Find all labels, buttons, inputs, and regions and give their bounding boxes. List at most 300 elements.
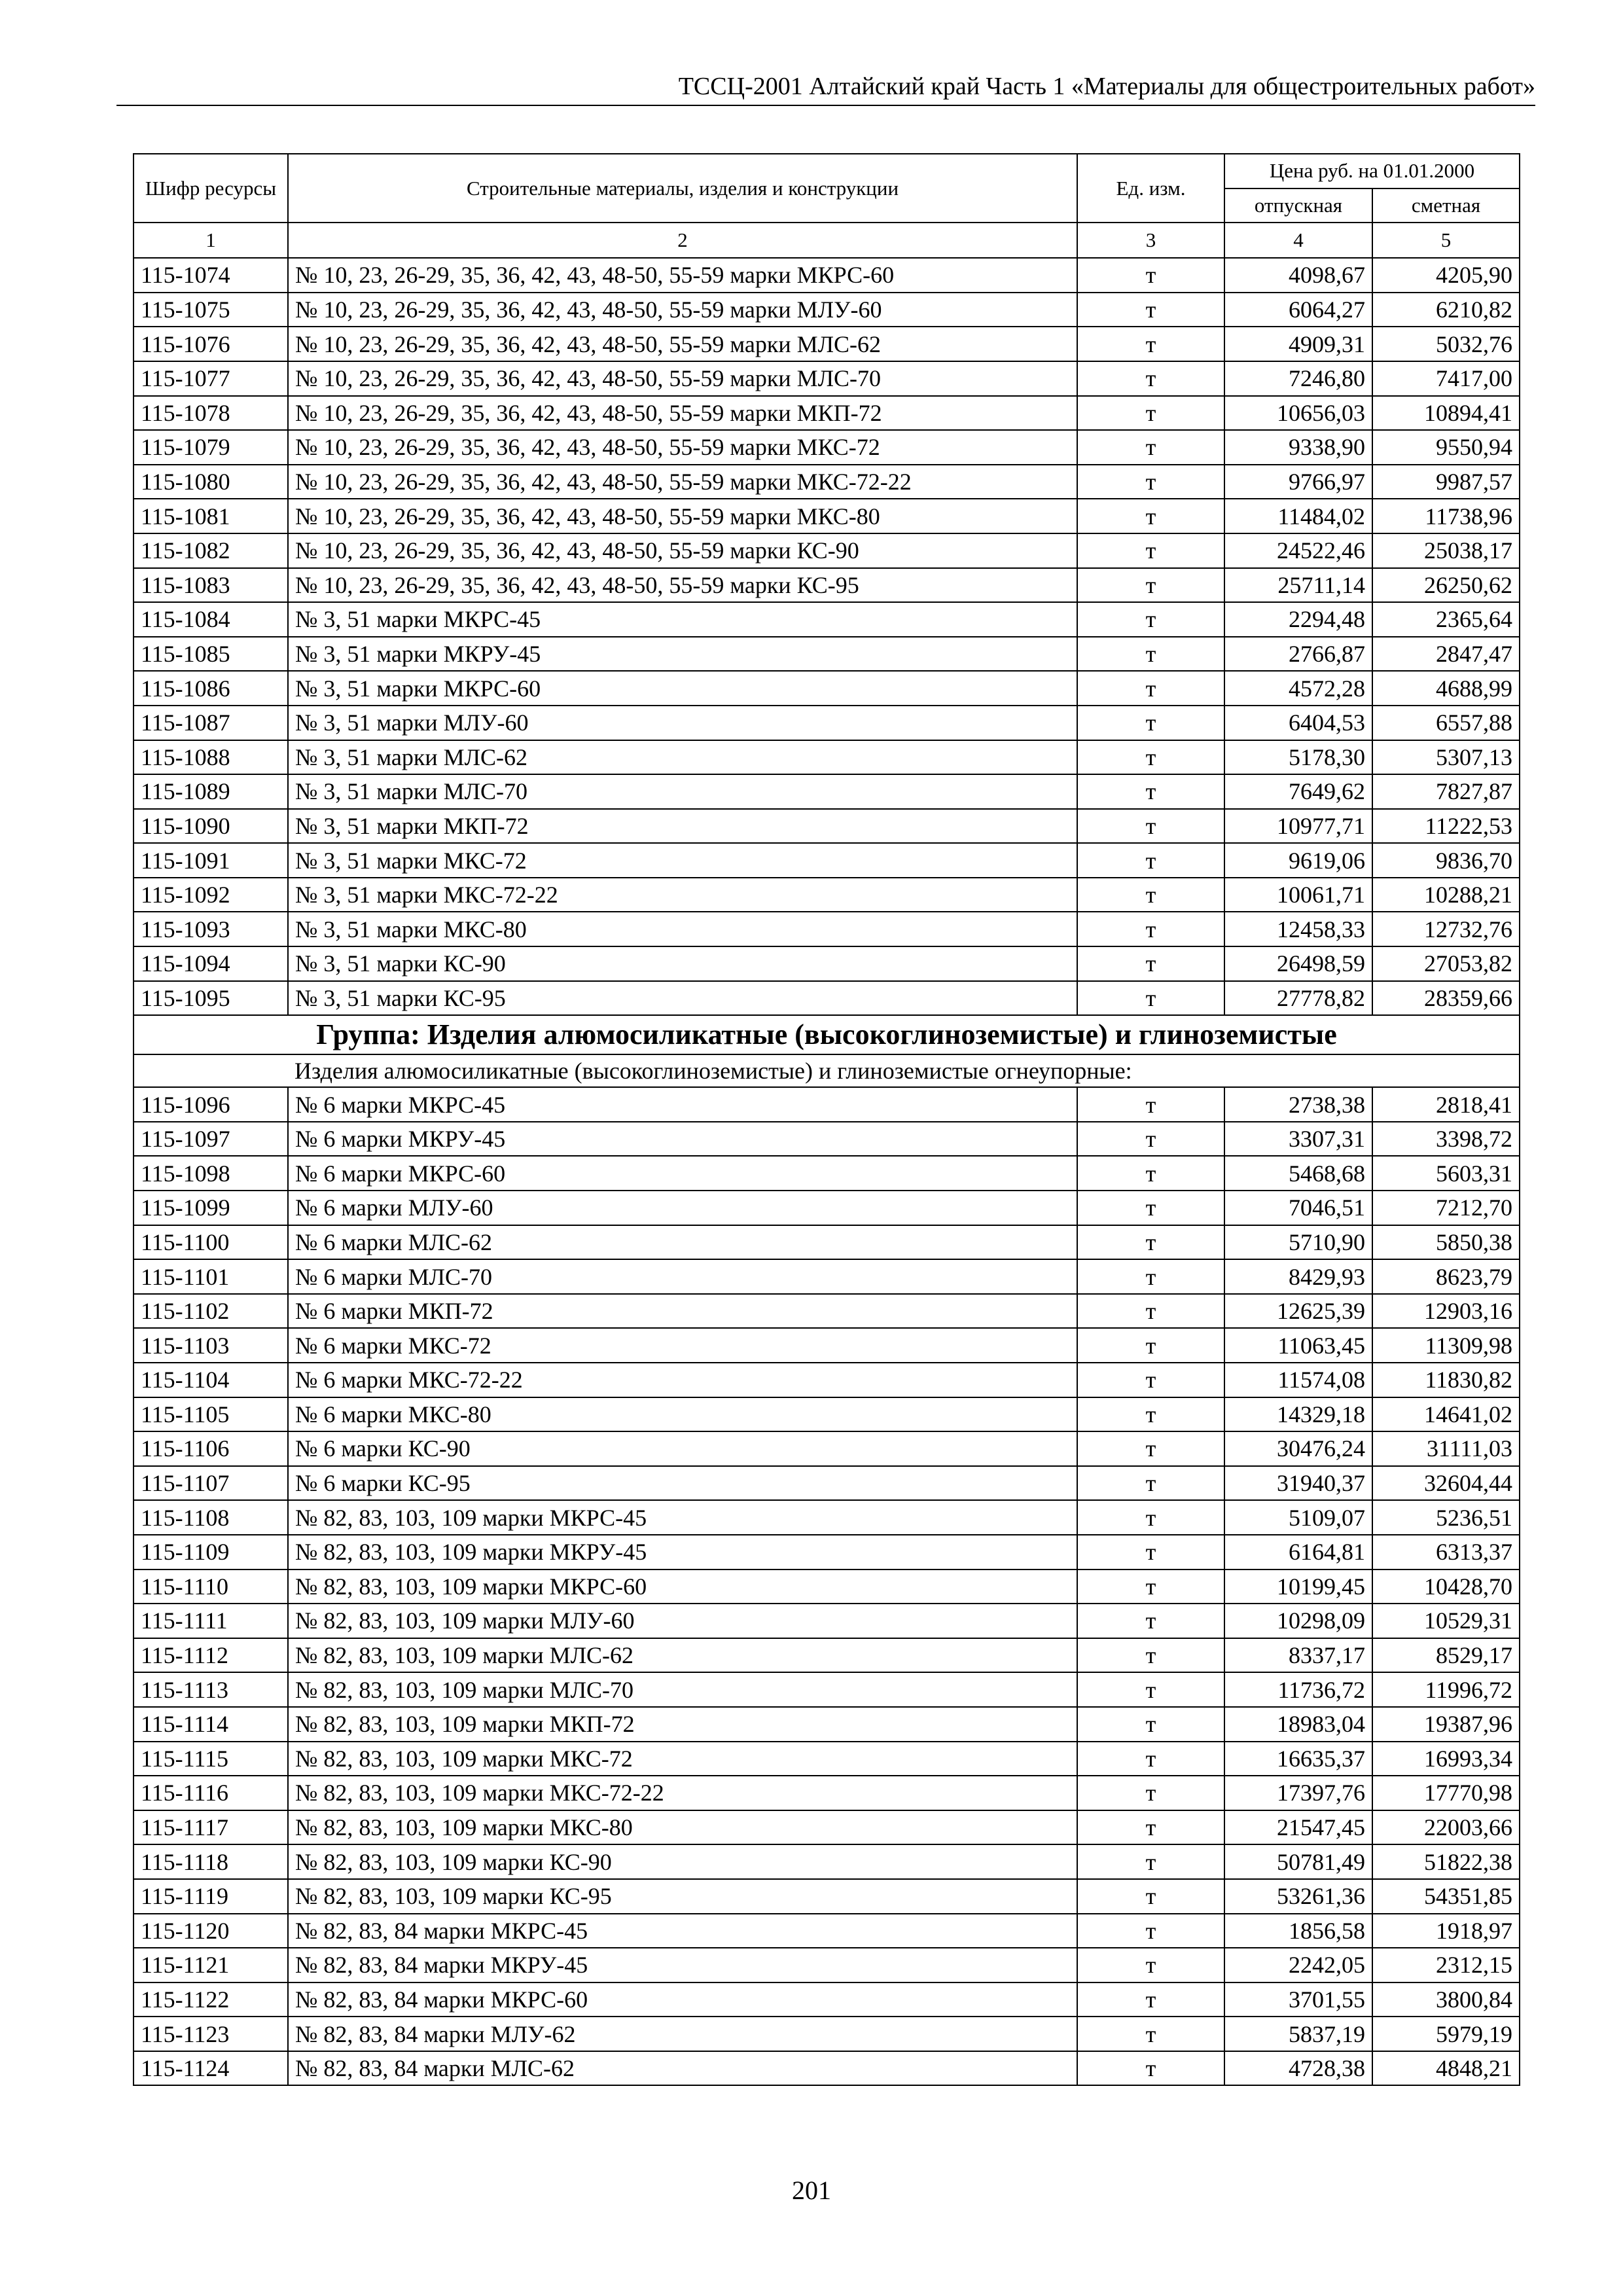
header-price-estimate: сметная (1372, 188, 1520, 223)
price-release: 1856,58 (1224, 1914, 1372, 1948)
subgroup-row (134, 1054, 1520, 1087)
price-release: 7246,80 (1224, 361, 1372, 396)
material-name: № 10, 23, 26-29, 35, 36, 42, 43, 48-50, 55-59 марки МКС-72 (288, 430, 1077, 465)
material-name: № 82, 83, 84 марки МКРС-45 (288, 1914, 1077, 1948)
resource-code: 115-1101 (134, 1259, 288, 1294)
price-estimate: 26250,62 (1372, 568, 1520, 603)
subgroup-title: Изделия алюмосиликатные (высокоглиноземистые) и глиноземистые огнеупорные: (134, 1054, 1520, 1087)
resource-code: 115-1113 (134, 1672, 288, 1707)
resource-code: 115-1074 (134, 258, 288, 293)
resource-code: 115-1090 (134, 809, 288, 844)
table-row (134, 981, 1520, 1016)
material-name: № 10, 23, 26-29, 35, 36, 42, 43, 48-50, 55-59 марки МКС-72-22 (288, 465, 1077, 499)
price-estimate: 25038,17 (1372, 533, 1520, 568)
resource-code: 115-1120 (134, 1914, 288, 1948)
header-code: Шифр ресурсы (134, 154, 288, 223)
unit-of-measure: т (1077, 1879, 1224, 1914)
material-name: № 82, 83, 103, 109 марки КС-95 (288, 1879, 1077, 1914)
material-name: № 6 марки МКС-80 (288, 1397, 1077, 1432)
price-estimate: 6210,82 (1372, 293, 1520, 327)
unit-of-measure: т (1077, 327, 1224, 361)
material-name: № 3, 51 марки МКС-72-22 (288, 878, 1077, 912)
resource-code: 115-1095 (134, 981, 288, 1016)
table-row (134, 1776, 1520, 1810)
price-release: 4728,38 (1224, 2051, 1372, 2086)
price-estimate: 5979,19 (1372, 2017, 1520, 2051)
unit-of-measure: т (1077, 430, 1224, 465)
resource-code: 115-1075 (134, 293, 288, 327)
price-release: 18983,04 (1224, 1707, 1372, 1742)
group-row (134, 1015, 1520, 1054)
table-row (134, 361, 1520, 396)
material-name: № 3, 51 марки КС-90 (288, 946, 1077, 981)
material-name: № 82, 83, 84 марки МЛУ-62 (288, 2017, 1077, 2051)
price-release: 11484,02 (1224, 499, 1372, 533)
unit-of-measure: т (1077, 361, 1224, 396)
unit-of-measure: т (1077, 946, 1224, 981)
resource-code: 115-1097 (134, 1122, 288, 1157)
material-name: № 3, 51 марки МКРУ-45 (288, 637, 1077, 672)
unit-of-measure: т (1077, 1570, 1224, 1604)
price-estimate: 54351,85 (1372, 1879, 1520, 1914)
price-release: 2738,38 (1224, 1087, 1372, 1122)
unit-of-measure: т (1077, 258, 1224, 293)
resource-code: 115-1078 (134, 396, 288, 431)
table-row (134, 1500, 1520, 1535)
price-estimate: 4205,90 (1372, 258, 1520, 293)
resource-code: 115-1102 (134, 1294, 288, 1329)
price-estimate: 11738,96 (1372, 499, 1520, 533)
unit-of-measure: т (1077, 1363, 1224, 1397)
material-name: № 6 марки МЛС-70 (288, 1259, 1077, 1294)
price-estimate: 8529,17 (1372, 1638, 1520, 1673)
page-number: 201 (792, 2176, 831, 2205)
material-name: № 82, 83, 103, 109 марки МКС-80 (288, 1810, 1077, 1845)
table-row (134, 1466, 1520, 1501)
material-name: № 82, 83, 103, 109 марки МКРУ-45 (288, 1535, 1077, 1570)
table-row (134, 1914, 1520, 1948)
table-row (134, 1225, 1520, 1260)
resource-code: 115-1121 (134, 1948, 288, 1982)
table-row (134, 1810, 1520, 1845)
resource-code: 115-1085 (134, 637, 288, 672)
unit-of-measure: т (1077, 602, 1224, 637)
table-row (134, 671, 1520, 706)
price-estimate: 16993,34 (1372, 1742, 1520, 1776)
resource-code: 115-1091 (134, 843, 288, 878)
price-release: 8337,17 (1224, 1638, 1372, 1673)
resource-code: 115-1076 (134, 327, 288, 361)
table-row (134, 465, 1520, 499)
price-estimate: 10894,41 (1372, 396, 1520, 431)
material-name: № 10, 23, 26-29, 35, 36, 42, 43, 48-50, 55-59 марки МЛС-62 (288, 327, 1077, 361)
price-release: 53261,36 (1224, 1879, 1372, 1914)
unit-of-measure: т (1077, 1191, 1224, 1225)
price-estimate: 6313,37 (1372, 1535, 1520, 1570)
price-estimate: 3398,72 (1372, 1122, 1520, 1157)
unit-of-measure: т (1077, 1397, 1224, 1432)
unit-of-measure: т (1077, 499, 1224, 533)
material-name: № 10, 23, 26-29, 35, 36, 42, 43, 48-50, 55-59 марки МКП-72 (288, 396, 1077, 431)
price-estimate: 4848,21 (1372, 2051, 1520, 2086)
resource-code: 115-1123 (134, 2017, 288, 2051)
price-estimate: 5032,76 (1372, 327, 1520, 361)
table-row (134, 2051, 1520, 2086)
price-release: 10199,45 (1224, 1570, 1372, 1604)
material-name: № 82, 83, 103, 109 марки МКП-72 (288, 1707, 1077, 1742)
unit-of-measure: т (1077, 706, 1224, 740)
table-row (134, 1431, 1520, 1466)
material-name: № 82, 83, 103, 109 марки МЛС-70 (288, 1672, 1077, 1707)
price-release: 11736,72 (1224, 1672, 1372, 1707)
unit-of-measure: т (1077, 396, 1224, 431)
unit-of-measure: т (1077, 671, 1224, 706)
unit-of-measure: т (1077, 878, 1224, 912)
unit-of-measure: т (1077, 1914, 1224, 1948)
material-name: № 6 марки МКС-72 (288, 1328, 1077, 1363)
table-row (134, 1879, 1520, 1914)
table-body-group (134, 1087, 1520, 2085)
price-release: 8429,93 (1224, 1259, 1372, 1294)
price-release: 7649,62 (1224, 774, 1372, 809)
resource-code: 115-1107 (134, 1466, 288, 1501)
price-release: 9338,90 (1224, 430, 1372, 465)
unit-of-measure: т (1077, 1500, 1224, 1535)
resource-code: 115-1119 (134, 1879, 288, 1914)
price-estimate: 3800,84 (1372, 1982, 1520, 2017)
resource-code: 115-1106 (134, 1431, 288, 1466)
material-name: № 3, 51 марки МЛС-62 (288, 740, 1077, 775)
price-release: 21547,45 (1224, 1810, 1372, 1845)
table-row (134, 912, 1520, 946)
price-release: 31940,37 (1224, 1466, 1372, 1501)
running-header: ТССЦ-2001 Алтайский край Часть 1 «Материалы для общестроительных работ» (678, 73, 1535, 100)
resource-code: 115-1087 (134, 706, 288, 740)
unit-of-measure: т (1077, 293, 1224, 327)
price-estimate: 31111,03 (1372, 1431, 1520, 1466)
header-name: Строительные материалы, изделия и конструкции (288, 154, 1077, 223)
resource-code: 115-1105 (134, 1397, 288, 1432)
material-name: № 3, 51 марки МКС-80 (288, 912, 1077, 946)
price-release: 26498,59 (1224, 946, 1372, 981)
price-release: 3307,31 (1224, 1122, 1372, 1157)
unit-of-measure: т (1077, 1328, 1224, 1363)
price-estimate: 11996,72 (1372, 1672, 1520, 1707)
resource-code: 115-1089 (134, 774, 288, 809)
price-release: 11574,08 (1224, 1363, 1372, 1397)
price-estimate: 11222,53 (1372, 809, 1520, 844)
price-release: 30476,24 (1224, 1431, 1372, 1466)
price-release: 5468,68 (1224, 1156, 1372, 1191)
price-estimate: 51822,38 (1372, 1844, 1520, 1879)
table-row (134, 568, 1520, 603)
price-estimate: 8623,79 (1372, 1259, 1520, 1294)
group-title: Группа: Изделия алюмосиликатные (высокоглиноземистые) и глиноземистые (134, 1015, 1520, 1054)
unit-of-measure: т (1077, 1259, 1224, 1294)
table-row (134, 878, 1520, 912)
price-estimate: 10529,31 (1372, 1604, 1520, 1638)
material-name: № 3, 51 марки МКС-72 (288, 843, 1077, 878)
table-row (134, 1087, 1520, 1122)
resource-code: 115-1110 (134, 1570, 288, 1604)
material-name: № 6 марки МЛУ-60 (288, 1191, 1077, 1225)
price-release: 50781,49 (1224, 1844, 1372, 1879)
unit-of-measure: т (1077, 1638, 1224, 1673)
resource-code: 115-1082 (134, 533, 288, 568)
price-estimate: 19387,96 (1372, 1707, 1520, 1742)
table-row (134, 1191, 1520, 1225)
table-row (134, 602, 1520, 637)
price-release: 10061,71 (1224, 878, 1372, 912)
price-estimate: 17770,98 (1372, 1776, 1520, 1810)
price-release: 16635,37 (1224, 1742, 1372, 1776)
material-name: № 82, 83, 103, 109 марки МКРС-45 (288, 1500, 1077, 1535)
table-row (134, 706, 1520, 740)
price-release: 9766,97 (1224, 465, 1372, 499)
table-row (134, 740, 1520, 775)
resource-code: 115-1080 (134, 465, 288, 499)
unit-of-measure: т (1077, 1156, 1224, 1191)
unit-of-measure: т (1077, 1672, 1224, 1707)
material-name: № 82, 83, 103, 109 марки МКС-72-22 (288, 1776, 1077, 1810)
material-name: № 82, 83, 103, 109 марки МКРС-60 (288, 1570, 1077, 1604)
resource-code: 115-1124 (134, 2051, 288, 2086)
table-row (134, 1982, 1520, 2017)
table-row (134, 1122, 1520, 1157)
price-estimate: 11830,82 (1372, 1363, 1520, 1397)
price-release: 5710,90 (1224, 1225, 1372, 1260)
price-release: 5109,07 (1224, 1500, 1372, 1535)
table-row (134, 1948, 1520, 1982)
price-estimate: 9836,70 (1372, 843, 1520, 878)
price-estimate: 7417,00 (1372, 361, 1520, 396)
unit-of-measure: т (1077, 637, 1224, 672)
table-row (134, 1397, 1520, 1432)
material-name: № 6 марки МКП-72 (288, 1294, 1077, 1329)
resource-code: 115-1111 (134, 1604, 288, 1638)
table-body (134, 223, 1520, 1015)
price-estimate: 6557,88 (1372, 706, 1520, 740)
table-row (134, 1259, 1520, 1294)
material-name: № 82, 83, 84 марки МКРС-60 (288, 1982, 1077, 2017)
price-estimate: 2312,15 (1372, 1948, 1520, 1982)
price-estimate: 2847,47 (1372, 637, 1520, 672)
material-name: № 3, 51 марки МЛС-70 (288, 774, 1077, 809)
table-row (134, 1294, 1520, 1329)
price-estimate: 14641,02 (1372, 1397, 1520, 1432)
resource-code: 115-1114 (134, 1707, 288, 1742)
material-name: № 82, 83, 103, 109 марки МЛУ-60 (288, 1604, 1077, 1638)
unit-of-measure: т (1077, 1225, 1224, 1260)
unit-of-measure: т (1077, 533, 1224, 568)
unit-of-measure: т (1077, 2017, 1224, 2051)
table-row (134, 1328, 1520, 1363)
table-row (134, 1742, 1520, 1776)
price-estimate: 5236,51 (1372, 1500, 1520, 1535)
price-estimate: 10288,21 (1372, 878, 1520, 912)
material-name: № 82, 83, 84 марки МКРУ-45 (288, 1948, 1077, 1982)
material-name: № 82, 83, 103, 109 марки КС-90 (288, 1844, 1077, 1879)
unit-of-measure: т (1077, 1844, 1224, 1879)
table-row (134, 499, 1520, 533)
material-name: № 3, 51 марки МКП-72 (288, 809, 1077, 844)
unit-of-measure: т (1077, 1707, 1224, 1742)
material-name: № 3, 51 марки МЛУ-60 (288, 706, 1077, 740)
table-row (134, 637, 1520, 672)
table-row (134, 1707, 1520, 1742)
unit-of-measure: т (1077, 740, 1224, 775)
price-estimate: 12732,76 (1372, 912, 1520, 946)
table-row (134, 293, 1520, 327)
unit-of-measure: т (1077, 1948, 1224, 1982)
price-estimate: 2818,41 (1372, 1087, 1520, 1122)
table-row (134, 843, 1520, 878)
price-estimate: 7212,70 (1372, 1191, 1520, 1225)
header-unit: Ед. изм. (1077, 154, 1224, 223)
price-release: 4098,67 (1224, 258, 1372, 293)
price-estimate: 12903,16 (1372, 1294, 1520, 1329)
material-name: № 3, 51 марки МКРС-45 (288, 602, 1077, 637)
material-name: № 10, 23, 26-29, 35, 36, 42, 43, 48-50, 55-59 марки КС-95 (288, 568, 1077, 603)
column-number-row (134, 223, 1520, 258)
column-number: 4 (1224, 223, 1372, 258)
unit-of-measure: т (1077, 1535, 1224, 1570)
price-estimate: 9550,94 (1372, 430, 1520, 465)
resource-code: 115-1122 (134, 1982, 288, 2017)
price-release: 4909,31 (1224, 327, 1372, 361)
price-release: 10298,09 (1224, 1604, 1372, 1638)
table-row (134, 327, 1520, 361)
table-row (134, 533, 1520, 568)
material-name: № 10, 23, 26-29, 35, 36, 42, 43, 48-50, 55-59 марки КС-90 (288, 533, 1077, 568)
price-estimate: 2365,64 (1372, 602, 1520, 637)
unit-of-measure: т (1077, 774, 1224, 809)
table-row (134, 1535, 1520, 1570)
price-release: 11063,45 (1224, 1328, 1372, 1363)
resource-code: 115-1094 (134, 946, 288, 981)
unit-of-measure: т (1077, 1982, 1224, 2017)
price-estimate: 4688,99 (1372, 671, 1520, 706)
material-name: № 6 марки МЛС-62 (288, 1225, 1077, 1260)
material-name: № 10, 23, 26-29, 35, 36, 42, 43, 48-50, 55-59 марки МКС-80 (288, 499, 1077, 533)
resource-code: 115-1084 (134, 602, 288, 637)
table-row (134, 430, 1520, 465)
unit-of-measure: т (1077, 981, 1224, 1016)
table-row (134, 258, 1520, 293)
price-release: 7046,51 (1224, 1191, 1372, 1225)
header-price-group: Цена руб. на 01.01.2000 (1224, 154, 1520, 188)
resource-code: 115-1077 (134, 361, 288, 396)
price-estimate: 7827,87 (1372, 774, 1520, 809)
material-name: № 6 марки КС-90 (288, 1431, 1077, 1466)
price-release: 27778,82 (1224, 981, 1372, 1016)
resource-code: 115-1083 (134, 568, 288, 603)
price-release: 4572,28 (1224, 671, 1372, 706)
price-release: 6064,27 (1224, 293, 1372, 327)
table-row (134, 774, 1520, 809)
table-header (134, 154, 1520, 223)
price-estimate: 9987,57 (1372, 465, 1520, 499)
price-estimate: 11309,98 (1372, 1328, 1520, 1363)
price-release: 2294,48 (1224, 602, 1372, 637)
resource-code: 115-1116 (134, 1776, 288, 1810)
price-release: 2766,87 (1224, 637, 1372, 672)
unit-of-measure: т (1077, 1122, 1224, 1157)
price-release: 6404,53 (1224, 706, 1372, 740)
material-name: № 10, 23, 26-29, 35, 36, 42, 43, 48-50, 55-59 марки МЛУ-60 (288, 293, 1077, 327)
price-estimate: 28359,66 (1372, 981, 1520, 1016)
unit-of-measure: т (1077, 1431, 1224, 1466)
price-release: 14329,18 (1224, 1397, 1372, 1432)
price-estimate: 22003,66 (1372, 1810, 1520, 1845)
resource-code: 115-1079 (134, 430, 288, 465)
resource-code: 115-1100 (134, 1225, 288, 1260)
table-row (134, 1672, 1520, 1707)
price-release: 5837,19 (1224, 2017, 1372, 2051)
material-name: № 82, 83, 84 марки МЛС-62 (288, 2051, 1077, 2086)
unit-of-measure: т (1077, 809, 1224, 844)
material-name: № 3, 51 марки МКРС-60 (288, 671, 1077, 706)
unit-of-measure: т (1077, 1604, 1224, 1638)
resource-code: 115-1109 (134, 1535, 288, 1570)
unit-of-measure: т (1077, 1742, 1224, 1776)
table-row (134, 1570, 1520, 1604)
table-row (134, 809, 1520, 844)
price-release: 2242,05 (1224, 1948, 1372, 1982)
resource-code: 115-1108 (134, 1500, 288, 1535)
table-row (134, 1156, 1520, 1191)
unit-of-measure: т (1077, 843, 1224, 878)
table-row (134, 946, 1520, 981)
resource-code: 115-1117 (134, 1810, 288, 1845)
material-name: № 6 марки МКРС-45 (288, 1087, 1077, 1122)
table-row (134, 1363, 1520, 1397)
material-name: № 10, 23, 26-29, 35, 36, 42, 43, 48-50, 55-59 марки МКРС-60 (288, 258, 1077, 293)
price-estimate: 32604,44 (1372, 1466, 1520, 1501)
unit-of-measure: т (1077, 912, 1224, 946)
header-rule (116, 105, 1535, 106)
price-table (133, 153, 1520, 2086)
column-number: 5 (1372, 223, 1520, 258)
price-estimate: 5307,13 (1372, 740, 1520, 775)
material-name: № 6 марки МКРС-60 (288, 1156, 1077, 1191)
table-row (134, 396, 1520, 431)
unit-of-measure: т (1077, 1810, 1224, 1845)
header-price-release: отпускная (1224, 188, 1372, 223)
price-release: 3701,55 (1224, 1982, 1372, 2017)
group-heading (134, 1015, 1520, 1087)
price-release: 12458,33 (1224, 912, 1372, 946)
unit-of-measure: т (1077, 568, 1224, 603)
resource-code: 115-1092 (134, 878, 288, 912)
material-name: № 6 марки МКС-72-22 (288, 1363, 1077, 1397)
resource-code: 115-1118 (134, 1844, 288, 1879)
resource-code: 115-1103 (134, 1328, 288, 1363)
table-row (134, 1638, 1520, 1673)
unit-of-measure: т (1077, 465, 1224, 499)
price-release: 9619,06 (1224, 843, 1372, 878)
column-number: 1 (134, 223, 288, 258)
column-number: 3 (1077, 223, 1224, 258)
price-estimate: 5603,31 (1372, 1156, 1520, 1191)
price-estimate: 10428,70 (1372, 1570, 1520, 1604)
table-row (134, 1844, 1520, 1879)
price-release: 12625,39 (1224, 1294, 1372, 1329)
resource-code: 115-1112 (134, 1638, 288, 1673)
material-name: № 3, 51 марки КС-95 (288, 981, 1077, 1016)
material-name: № 6 марки КС-95 (288, 1466, 1077, 1501)
price-release: 10656,03 (1224, 396, 1372, 431)
